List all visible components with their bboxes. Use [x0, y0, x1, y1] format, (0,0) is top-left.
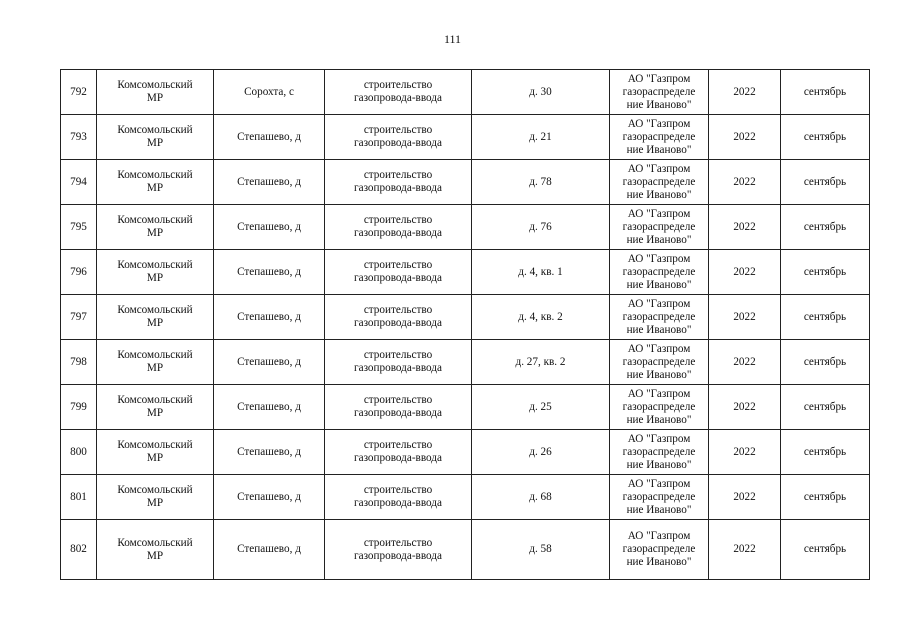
cell-organization-line: газораспределе — [622, 265, 696, 278]
cell-work-type — [325, 160, 472, 205]
cell-work-type — [325, 250, 472, 295]
cell-year: 2022 — [709, 160, 781, 205]
cell-district — [97, 475, 214, 520]
cell-year: 2022 — [709, 475, 781, 520]
cell-year: 2022 — [709, 250, 781, 295]
cell-number: 798 — [61, 340, 97, 385]
cell-address: д. 4, кв. 2 — [472, 295, 610, 340]
cell-work-type-line: газопровода-ввода — [354, 182, 442, 194]
table-row — [61, 430, 870, 475]
table-row — [61, 115, 870, 160]
page-number: 111 — [443, 32, 462, 46]
cell-organization-line: ние Иваново" — [626, 143, 692, 156]
cell-district — [97, 70, 214, 115]
cell-number: 800 — [61, 430, 97, 475]
cell-organization-line: ние Иваново" — [626, 413, 692, 426]
cell-work-type-line: газопровода-ввода — [354, 92, 442, 104]
cell-locality: Степашево, д — [214, 295, 325, 340]
cell-district-line: МР — [146, 182, 164, 194]
cell-locality: Степашево, д — [214, 205, 325, 250]
cell-work-type-line: газопровода-ввода — [354, 407, 442, 419]
cell-organization-line: газораспределе — [622, 310, 696, 323]
cell-organization — [610, 115, 709, 160]
cell-work-type-line: строительство — [363, 349, 433, 361]
cell-locality: Степашево, д — [214, 430, 325, 475]
cell-organization-line: газораспределе — [622, 490, 696, 503]
cell-organization-line: АО "Газпром — [627, 72, 691, 85]
cell-number: 799 — [61, 385, 97, 430]
cell-work-type-line: строительство — [363, 259, 433, 271]
cell-work-type — [325, 520, 472, 580]
cell-month: сентябрь — [781, 340, 870, 385]
cell-district-line: МР — [146, 549, 164, 562]
cell-district — [97, 520, 214, 580]
cell-month: сентябрь — [781, 475, 870, 520]
cell-locality: Степашево, д — [214, 250, 325, 295]
cell-work-type-line: строительство — [363, 214, 433, 226]
cell-district-line: Комсомольский — [117, 439, 193, 451]
table-row — [61, 250, 870, 295]
cell-organization-line: ние Иваново" — [626, 98, 692, 111]
cell-work-type — [325, 430, 472, 475]
cell-district — [97, 115, 214, 160]
cell-work-type-line: строительство — [363, 169, 433, 181]
cell-district-line: МР — [146, 317, 164, 329]
cell-organization-line: газораспределе — [622, 355, 696, 368]
cell-organization-line: газораспределе — [622, 543, 696, 555]
cell-district-line: Комсомольский — [117, 484, 193, 496]
table-row — [61, 340, 870, 385]
cell-year: 2022 — [709, 70, 781, 115]
cell-organization — [610, 520, 709, 580]
cell-address: д. 25 — [472, 385, 610, 430]
table-row — [61, 160, 870, 205]
cell-address: д. 78 — [472, 160, 610, 205]
cell-organization-line: АО "Газпром — [627, 530, 691, 542]
cell-number: 797 — [61, 295, 97, 340]
cell-district — [97, 430, 214, 475]
cell-work-type — [325, 295, 472, 340]
table-row — [61, 295, 870, 340]
table-row — [61, 475, 870, 520]
cell-organization-line: газораспределе — [622, 85, 696, 98]
table-row — [61, 205, 870, 250]
cell-organization-line: газораспределе — [622, 445, 696, 458]
cell-organization-line: АО "Газпром — [627, 117, 691, 130]
cell-work-type-line: газопровода-ввода — [354, 497, 442, 509]
cell-organization-line: ние Иваново" — [626, 503, 692, 516]
cell-organization-line: газораспределе — [622, 130, 696, 143]
cell-organization-line: АО "Газпром — [627, 342, 691, 355]
cell-district — [97, 205, 214, 250]
cell-organization — [610, 250, 709, 295]
cell-organization — [610, 70, 709, 115]
cell-number: 792 — [61, 70, 97, 115]
cell-work-type — [325, 205, 472, 250]
cell-address: д. 27, кв. 2 — [472, 340, 610, 385]
cell-organization-line: АО "Газпром — [627, 432, 691, 445]
cell-work-type-line: строительство — [363, 79, 433, 91]
cell-organization — [610, 205, 709, 250]
cell-district-line: МР — [146, 452, 164, 464]
cell-work-type-line: строительство — [363, 439, 433, 451]
cell-month: сентябрь — [781, 250, 870, 295]
cell-year: 2022 — [709, 205, 781, 250]
cell-address: д. 21 — [472, 115, 610, 160]
cell-year: 2022 — [709, 385, 781, 430]
cell-organization-line: ние Иваново" — [626, 368, 692, 381]
cell-district — [97, 385, 214, 430]
cell-organization-line: ние Иваново" — [626, 458, 692, 471]
table-row — [61, 70, 870, 115]
cell-district-line: МР — [146, 137, 164, 149]
cell-work-type-line: газопровода-ввода — [354, 227, 442, 239]
cell-organization-line: ние Иваново" — [626, 556, 692, 568]
cell-organization-line: ние Иваново" — [626, 278, 692, 291]
cell-district — [97, 295, 214, 340]
cell-organization-line: ние Иваново" — [626, 233, 692, 246]
cell-organization — [610, 430, 709, 475]
cell-district-line: Комсомольский — [117, 259, 193, 271]
cell-number: 801 — [61, 475, 97, 520]
cell-organization-line: газораспределе — [622, 400, 696, 413]
cell-organization-line: газораспределе — [622, 175, 696, 188]
cell-district-line: Комсомольский — [117, 536, 193, 549]
cell-number: 794 — [61, 160, 97, 205]
gas-pipeline-registry-table — [60, 69, 870, 580]
cell-district-line: Комсомольский — [117, 349, 193, 361]
cell-organization-line: АО "Газпром — [627, 252, 691, 265]
cell-organization — [610, 160, 709, 205]
cell-organization-line: ние Иваново" — [626, 323, 692, 336]
cell-locality: Степашево, д — [214, 160, 325, 205]
cell-work-type — [325, 475, 472, 520]
cell-work-type-line: газопровода-ввода — [354, 452, 442, 464]
cell-month: сентябрь — [781, 430, 870, 475]
cell-year: 2022 — [709, 430, 781, 475]
cell-address: д. 76 — [472, 205, 610, 250]
cell-locality: Степашево, д — [214, 475, 325, 520]
cell-organization-line: ние Иваново" — [626, 188, 692, 201]
cell-organization-line: АО "Газпром — [627, 297, 691, 310]
cell-organization — [610, 475, 709, 520]
cell-organization-line: АО "Газпром — [627, 477, 691, 490]
cell-year: 2022 — [709, 520, 781, 580]
cell-work-type-line: газопровода-ввода — [354, 137, 442, 149]
cell-locality: Степашево, д — [214, 340, 325, 385]
cell-district-line: Комсомольский — [117, 79, 193, 91]
cell-district-line: Комсомольский — [117, 214, 193, 226]
cell-district-line: МР — [146, 272, 164, 284]
cell-locality: Степашево, д — [214, 520, 325, 580]
cell-locality: Сорохта, с — [214, 70, 325, 115]
cell-year: 2022 — [709, 340, 781, 385]
cell-district — [97, 160, 214, 205]
cell-district-line: МР — [146, 407, 164, 419]
cell-month: сентябрь — [781, 385, 870, 430]
cell-work-type-line: газопровода-ввода — [354, 362, 442, 374]
cell-organization-line: АО "Газпром — [627, 207, 691, 220]
cell-work-type-line: строительство — [363, 484, 433, 496]
cell-month: сентябрь — [781, 70, 870, 115]
cell-month: сентябрь — [781, 520, 870, 580]
cell-organization — [610, 385, 709, 430]
cell-month: сентябрь — [781, 205, 870, 250]
cell-work-type-line: строительство — [363, 124, 433, 136]
cell-address: д. 4, кв. 1 — [472, 250, 610, 295]
cell-organization-line: АО "Газпром — [627, 387, 691, 400]
cell-district-line: МР — [146, 362, 164, 374]
cell-organization — [610, 340, 709, 385]
cell-district-line: МР — [146, 92, 164, 104]
cell-locality: Степашево, д — [214, 385, 325, 430]
cell-district-line: Комсомольский — [117, 304, 193, 316]
cell-number: 795 — [61, 205, 97, 250]
cell-number: 796 — [61, 250, 97, 295]
cell-district-line: МР — [146, 497, 164, 509]
cell-address: д. 30 — [472, 70, 610, 115]
cell-address: д. 58 — [472, 520, 610, 580]
cell-organization — [610, 295, 709, 340]
cell-district-line: МР — [146, 227, 164, 239]
cell-number: 802 — [61, 520, 97, 580]
cell-address: д. 68 — [472, 475, 610, 520]
cell-district-line: Комсомольский — [117, 124, 193, 136]
cell-month: сентябрь — [781, 115, 870, 160]
cell-month: сентябрь — [781, 160, 870, 205]
cell-work-type — [325, 70, 472, 115]
cell-work-type-line: газопровода-ввода — [354, 272, 442, 284]
cell-work-type-line: строительство — [363, 304, 433, 316]
cell-locality: Степашево, д — [214, 115, 325, 160]
cell-number: 793 — [61, 115, 97, 160]
cell-organization-line: АО "Газпром — [627, 162, 691, 175]
cell-work-type-line: газопровода-ввода — [354, 317, 442, 329]
cell-organization-line: газораспределе — [622, 220, 696, 233]
cell-district-line: Комсомольский — [117, 169, 193, 181]
cell-work-type — [325, 115, 472, 160]
cell-work-type-line: газопровода-ввода — [354, 549, 442, 562]
cell-work-type — [325, 340, 472, 385]
cell-district — [97, 250, 214, 295]
table-row — [61, 385, 870, 430]
cell-district — [97, 340, 214, 385]
table-row — [61, 520, 870, 580]
cell-address: д. 26 — [472, 430, 610, 475]
cell-district-line: Комсомольский — [117, 394, 193, 406]
cell-year: 2022 — [709, 115, 781, 160]
cell-year: 2022 — [709, 295, 781, 340]
cell-work-type-line: строительство — [363, 394, 433, 406]
cell-month: сентябрь — [781, 295, 870, 340]
cell-work-type — [325, 385, 472, 430]
table-body — [61, 70, 870, 580]
cell-work-type-line: строительство — [363, 536, 433, 549]
